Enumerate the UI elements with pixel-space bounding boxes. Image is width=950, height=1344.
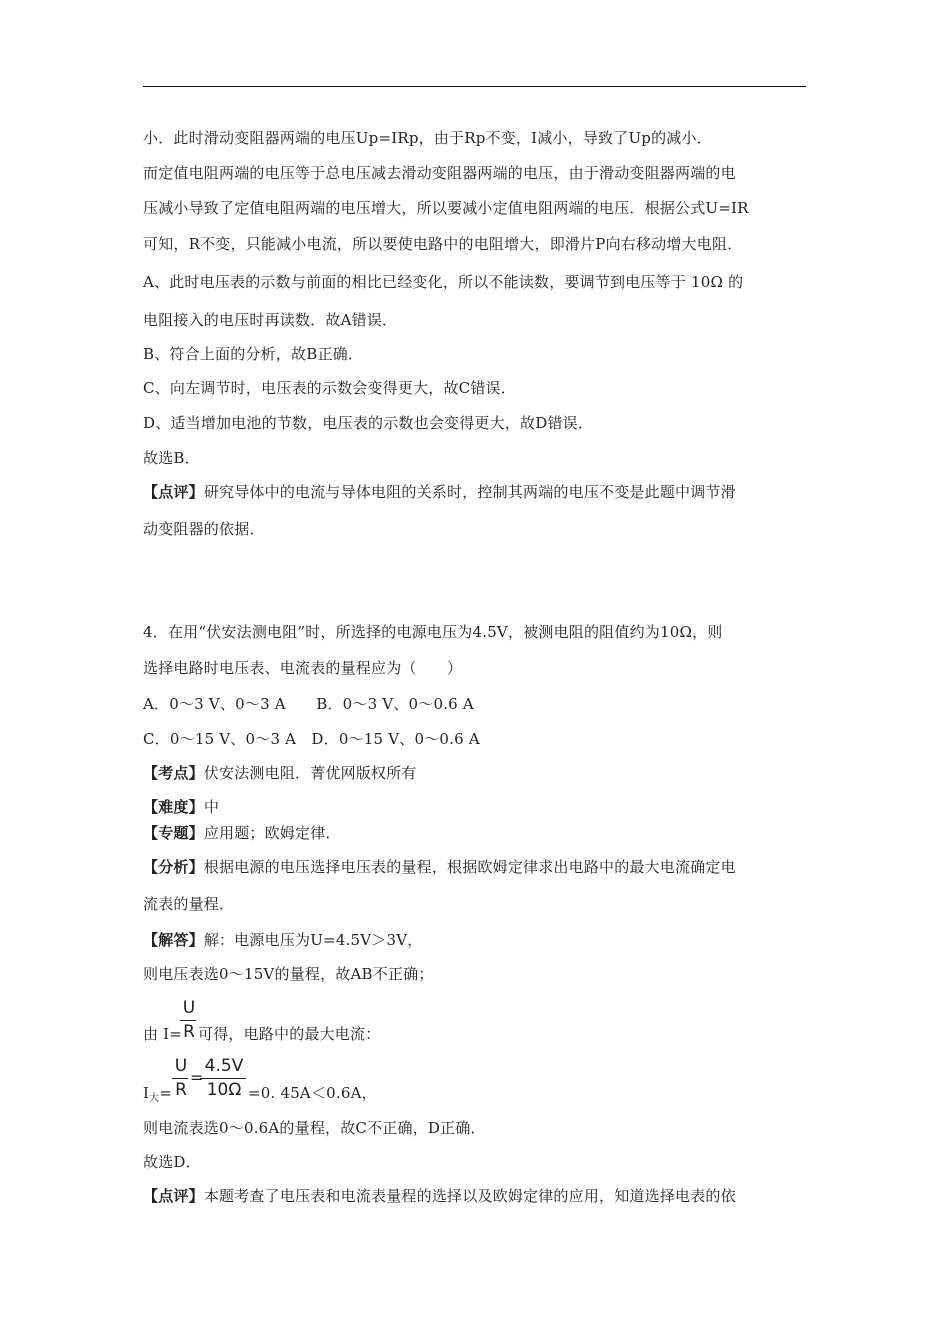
difficulty-tag: 【难度】 <box>143 798 204 816</box>
comment-text: 研究导体中的电流与导体电阻的关系时，控制其两端的电压不变是此题中调节滑 <box>203 483 736 501</box>
text-line: 故选D． <box>143 1153 201 1171</box>
text-line: C、向左调节时，电压表的示数会变得更大，故C错误． <box>143 379 516 397</box>
topic-tag: 【考点】 <box>143 764 204 782</box>
fraction-numerator: 4.5V <box>204 1056 244 1076</box>
text-line: 而定值电阻两端的电压等于总电压减去滑动变阻器两端的电压，由于滑动变阻器两端的电 <box>143 164 736 182</box>
comment-tag: 【点评】 <box>143 1187 204 1205</box>
text-line: 压减小导致了定值电阻两端的电压增大，所以要减小定值电阻两端的电压．根据公式U=IR <box>143 199 749 217</box>
text-line: 则电流表选0～0.6A的量程，故C不正确，D正确． <box>143 1119 486 1137</box>
text-line: B、符合上面的分析，故B正确． <box>143 345 364 363</box>
fraction-bar <box>172 1078 188 1079</box>
equals-sign: = <box>190 1068 204 1087</box>
header-rule <box>143 86 806 87</box>
analysis-text: 根据电源的电压选择电压表的量程，根据欧姆定律求出电路中的最大电流确定电 <box>203 858 736 876</box>
comment-tag: 【点评】 <box>143 483 204 501</box>
topic-line <box>143 763 417 783</box>
fraction-bar <box>180 1020 196 1021</box>
subject-line <box>143 823 341 843</box>
equals-sign: = <box>159 1084 173 1102</box>
text-line: 故选B． <box>143 449 200 467</box>
fraction-denominator: R <box>175 1080 187 1100</box>
text-line: 流表的量程． <box>143 895 235 913</box>
comment-line <box>143 1186 736 1206</box>
topic-text: 伏安法测电阻．菁优网版权所有 <box>203 764 417 782</box>
analysis-line <box>143 857 736 877</box>
text-line: A、此时电压表的示数与前面的相比已经变化，所以不能读数，要调节到电压等于 10Ω 的 <box>143 273 744 291</box>
text-line: 可知，R不变，只能减小电流，所以要使电路中的电阻增大，即滑片P向右移动增大电阻． <box>143 235 743 253</box>
text-line: 电阻接入的电压时再读数．故A错误． <box>143 311 398 329</box>
comment-line <box>143 482 736 502</box>
fraction-denominator: 10Ω <box>206 1080 242 1100</box>
options-line: C．0～15 V、0～3 A D．0～15 V、0～0.6 A <box>143 730 480 748</box>
question-line: 4．在用“伏安法测电阻”时，所选择的电源电压为4.5V，被测电阻的阻值约为10Ω，则 <box>143 623 723 641</box>
comment-text: 本题考查了电压表和电流表量程的选择以及欧姆定律的应用，知道选择电表的依 <box>203 1187 736 1205</box>
text-line: 小．此时滑动变阻器两端的电压Up=IRp，由于Rp不变，I减小，导致了Up的减小． <box>143 129 712 147</box>
answer-text: 解：电源电压为U=4.5V＞3V， <box>203 931 423 949</box>
fraction-denominator: R <box>183 1022 195 1042</box>
formula-line-prefix: 由 I= <box>143 1025 183 1043</box>
difficulty-text: 中 <box>203 798 220 816</box>
fraction-numerator: U <box>182 998 196 1018</box>
formula-result: =0. 45A＜0.6A， <box>248 1084 377 1102</box>
answer-line <box>143 930 423 950</box>
fraction-bar <box>200 1078 246 1079</box>
subject-tag: 【专题】 <box>143 824 204 842</box>
subject-text: 应用题；欧姆定律． <box>203 824 341 842</box>
question-line: 选择电路时电压表、电流表的量程应为（ ） <box>143 659 463 677</box>
text-line: 动变阻器的依据． <box>143 520 265 538</box>
text-line: D、适当增加电池的节数，电压表的示数也会变得更大，故D错误． <box>143 414 594 432</box>
current-subscript: 大 <box>149 1093 160 1104</box>
analysis-tag: 【分析】 <box>143 858 204 876</box>
fraction-numerator: U <box>174 1056 188 1076</box>
current-symbol: I <box>143 1084 150 1102</box>
answer-tag: 【解答】 <box>143 931 204 949</box>
difficulty-line <box>143 797 219 817</box>
options-line: A．0～3 V、0～3 A B．0～3 V、0～0.6 A <box>143 695 474 713</box>
text-line: 则电压表选0～15V的量程，故AB不正确； <box>143 965 434 983</box>
formula-line-suffix: 可得，电路中的最大电流： <box>198 1025 381 1043</box>
formula-current-symbol <box>143 1083 172 1109</box>
